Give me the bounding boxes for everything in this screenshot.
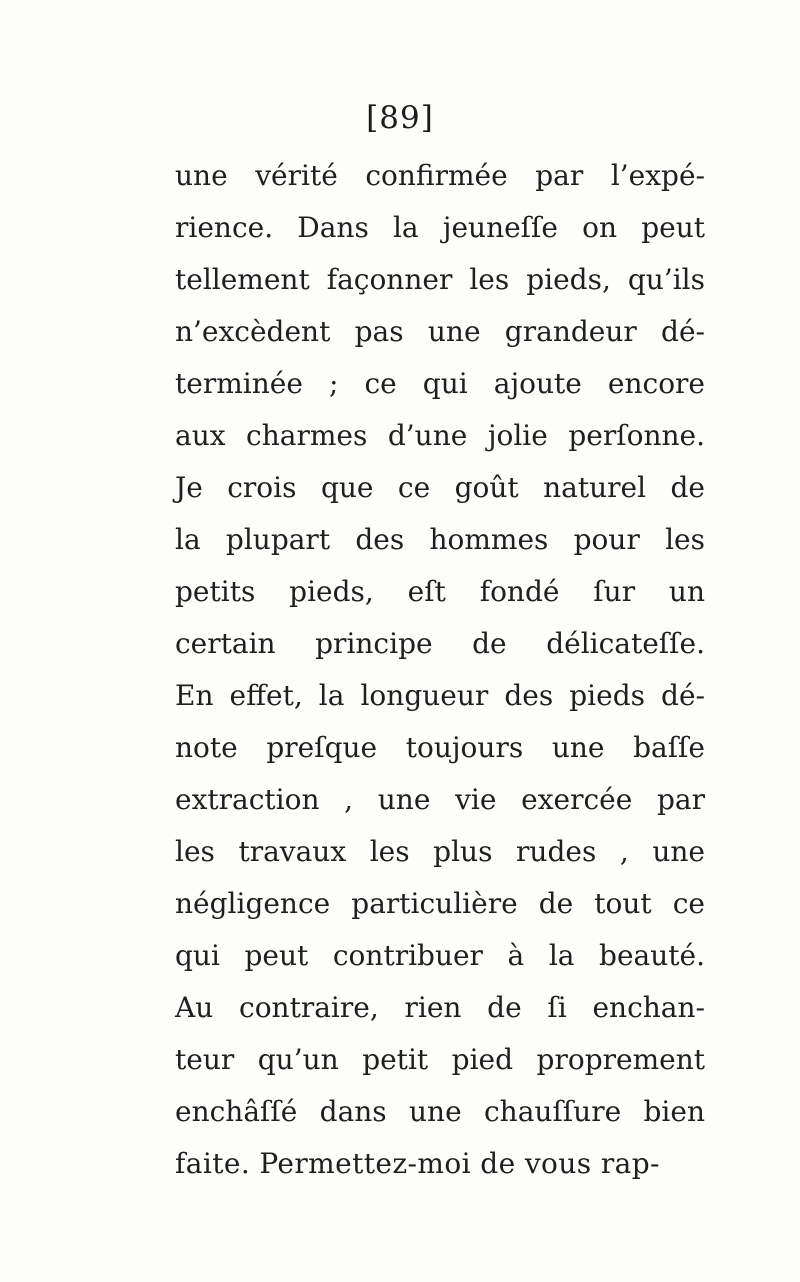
text-line: négligence particulière de tout ce xyxy=(175,887,705,920)
text-line: n’excèdent pas une grandeur dé- xyxy=(175,315,705,348)
text-line: extraction , une vie exercée par xyxy=(175,783,705,816)
text-line: faite. Permettez-moi de vous rap- xyxy=(175,1147,660,1180)
text-line: enchâſſé dans une chauſſure bien xyxy=(175,1095,705,1128)
text-line: aux charmes d’une jolie perſonne. xyxy=(175,419,705,452)
body-text xyxy=(175,150,705,1190)
text-line: une vérité confirmée par l’expé- xyxy=(175,159,705,192)
text-line: terminée ; ce qui ajoute encore xyxy=(175,367,705,400)
text-line: En effet, la longueur des pieds dé- xyxy=(175,679,705,712)
text-line: Au contraire, rien de ſi enchan- xyxy=(175,991,705,1024)
text-line: Je crois que ce goût naturel de xyxy=(175,471,705,504)
text-line: les travaux les plus rudes , une xyxy=(175,835,705,868)
text-line: teur qu’un petit pied proprement xyxy=(175,1043,705,1076)
text-line: qui peut contribuer à la beauté. xyxy=(175,939,705,972)
text-line: tellement façonner les pieds, qu’ils xyxy=(175,263,705,296)
text-line: certain principe de délicateſſe. xyxy=(175,627,705,660)
text-line: note preſque toujours une baſſe xyxy=(175,731,705,764)
text-line: la plupart des hommes pour les xyxy=(175,523,705,556)
text-line: rience. Dans la jeuneſſe on peut xyxy=(175,211,705,244)
text-line: petits pieds, eſt fondé ſur un xyxy=(175,575,705,608)
page-number: [89] xyxy=(366,100,434,136)
